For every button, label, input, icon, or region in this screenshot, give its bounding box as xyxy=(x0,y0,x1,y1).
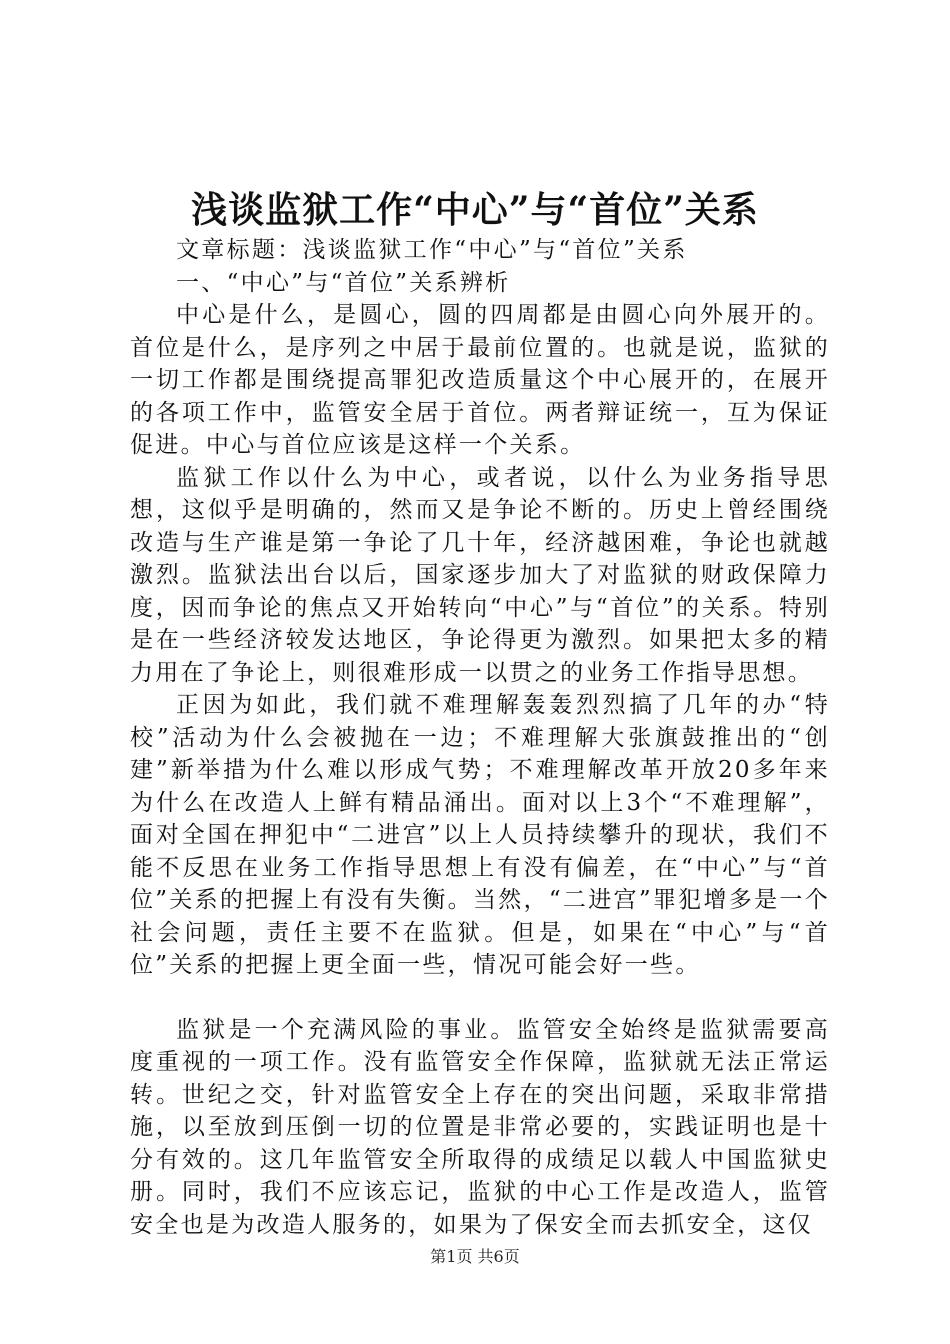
article-title-line: 文章标题：浅谈监狱工作“中心”与“首位”关系 xyxy=(176,237,688,263)
section-heading: 一、“中心”与“首位”关系辨析 xyxy=(176,269,511,296)
document-body xyxy=(130,234,830,1241)
page-number: 第1页 共6页 xyxy=(430,1247,520,1266)
paragraph: 监狱工作以什么为中心，或者说，以什么为业务指导思想，这似乎是明确的，然而又是争论不断的。历史上曾经围绕改造与生产谁是第一争论了几十年，经济越困难，争论也就越激烈。监狱法出台以后，国家逐步加大了对监狱的财政保障力度，因而争论的焦点又开始转向“中心”与“首位”的关系。特别是在一些经济较发达地区，争论得更为激烈。如果把太多的精力用在了争论上，则很难形成一以贯之的业务工作指导思想。 xyxy=(130,464,830,686)
paragraph: 中心是什么，是圆心，圆的四周都是由圆心向外展开的。首位是什么，是序列之中居于最前位置的。也就是说，监狱的一切工作都是围绕提高罪犯改造质量这个中心展开的，在展开的各项工作中，监管安全居于首位。两者辩证统一，互为保证促进。中心与首位应该是这样一个关系。 xyxy=(130,302,830,458)
paragraph: 监狱是一个充满风险的事业。监管安全始终是监狱需要高度重视的一项工作。没有监管安全作保障，监狱就无法正常运转。世纪之交，针对监管安全上存在的突出问题，采取非常措施，以至放到压倒一切的位置是非常必要的，实践证明也是十分有效的。这几年监管安全所取得的成绩足以载人中国监狱史册。同时，我们不应该忘记，监狱的中心工作是改造人，监管安全也是为改造人服务的，如果为了保安全而去抓安全，这仅 xyxy=(130,1016,830,1238)
document-title: 浅谈监狱工作“中心”与“首位”关系 xyxy=(191,189,759,231)
paragraph: 正因为如此，我们就不难理解轰轰烈烈搞了几年的办“特校”活动为什么会被抛在一边；不难理解大张旗鼓推出的“创建”新举措为什么难以形成气势；不难理解改革开放20多年来为什么在改造人上鲜有精品涌出。面对以上3个“不难理解”，面对全国在押犯中“二进宫”以上人员持续攀升的现状，我们不能不反思在业务工作指导思想上有没有偏差，在“中心”与“首位”关系的把握上有没有失衡。当然，“二进宫”罪犯增多是一个社会问题，责任主要不在监狱。但是，如果在“中心”与“首位”关系的把握上更全面一些，情况可能会好一些。 xyxy=(130,692,830,978)
